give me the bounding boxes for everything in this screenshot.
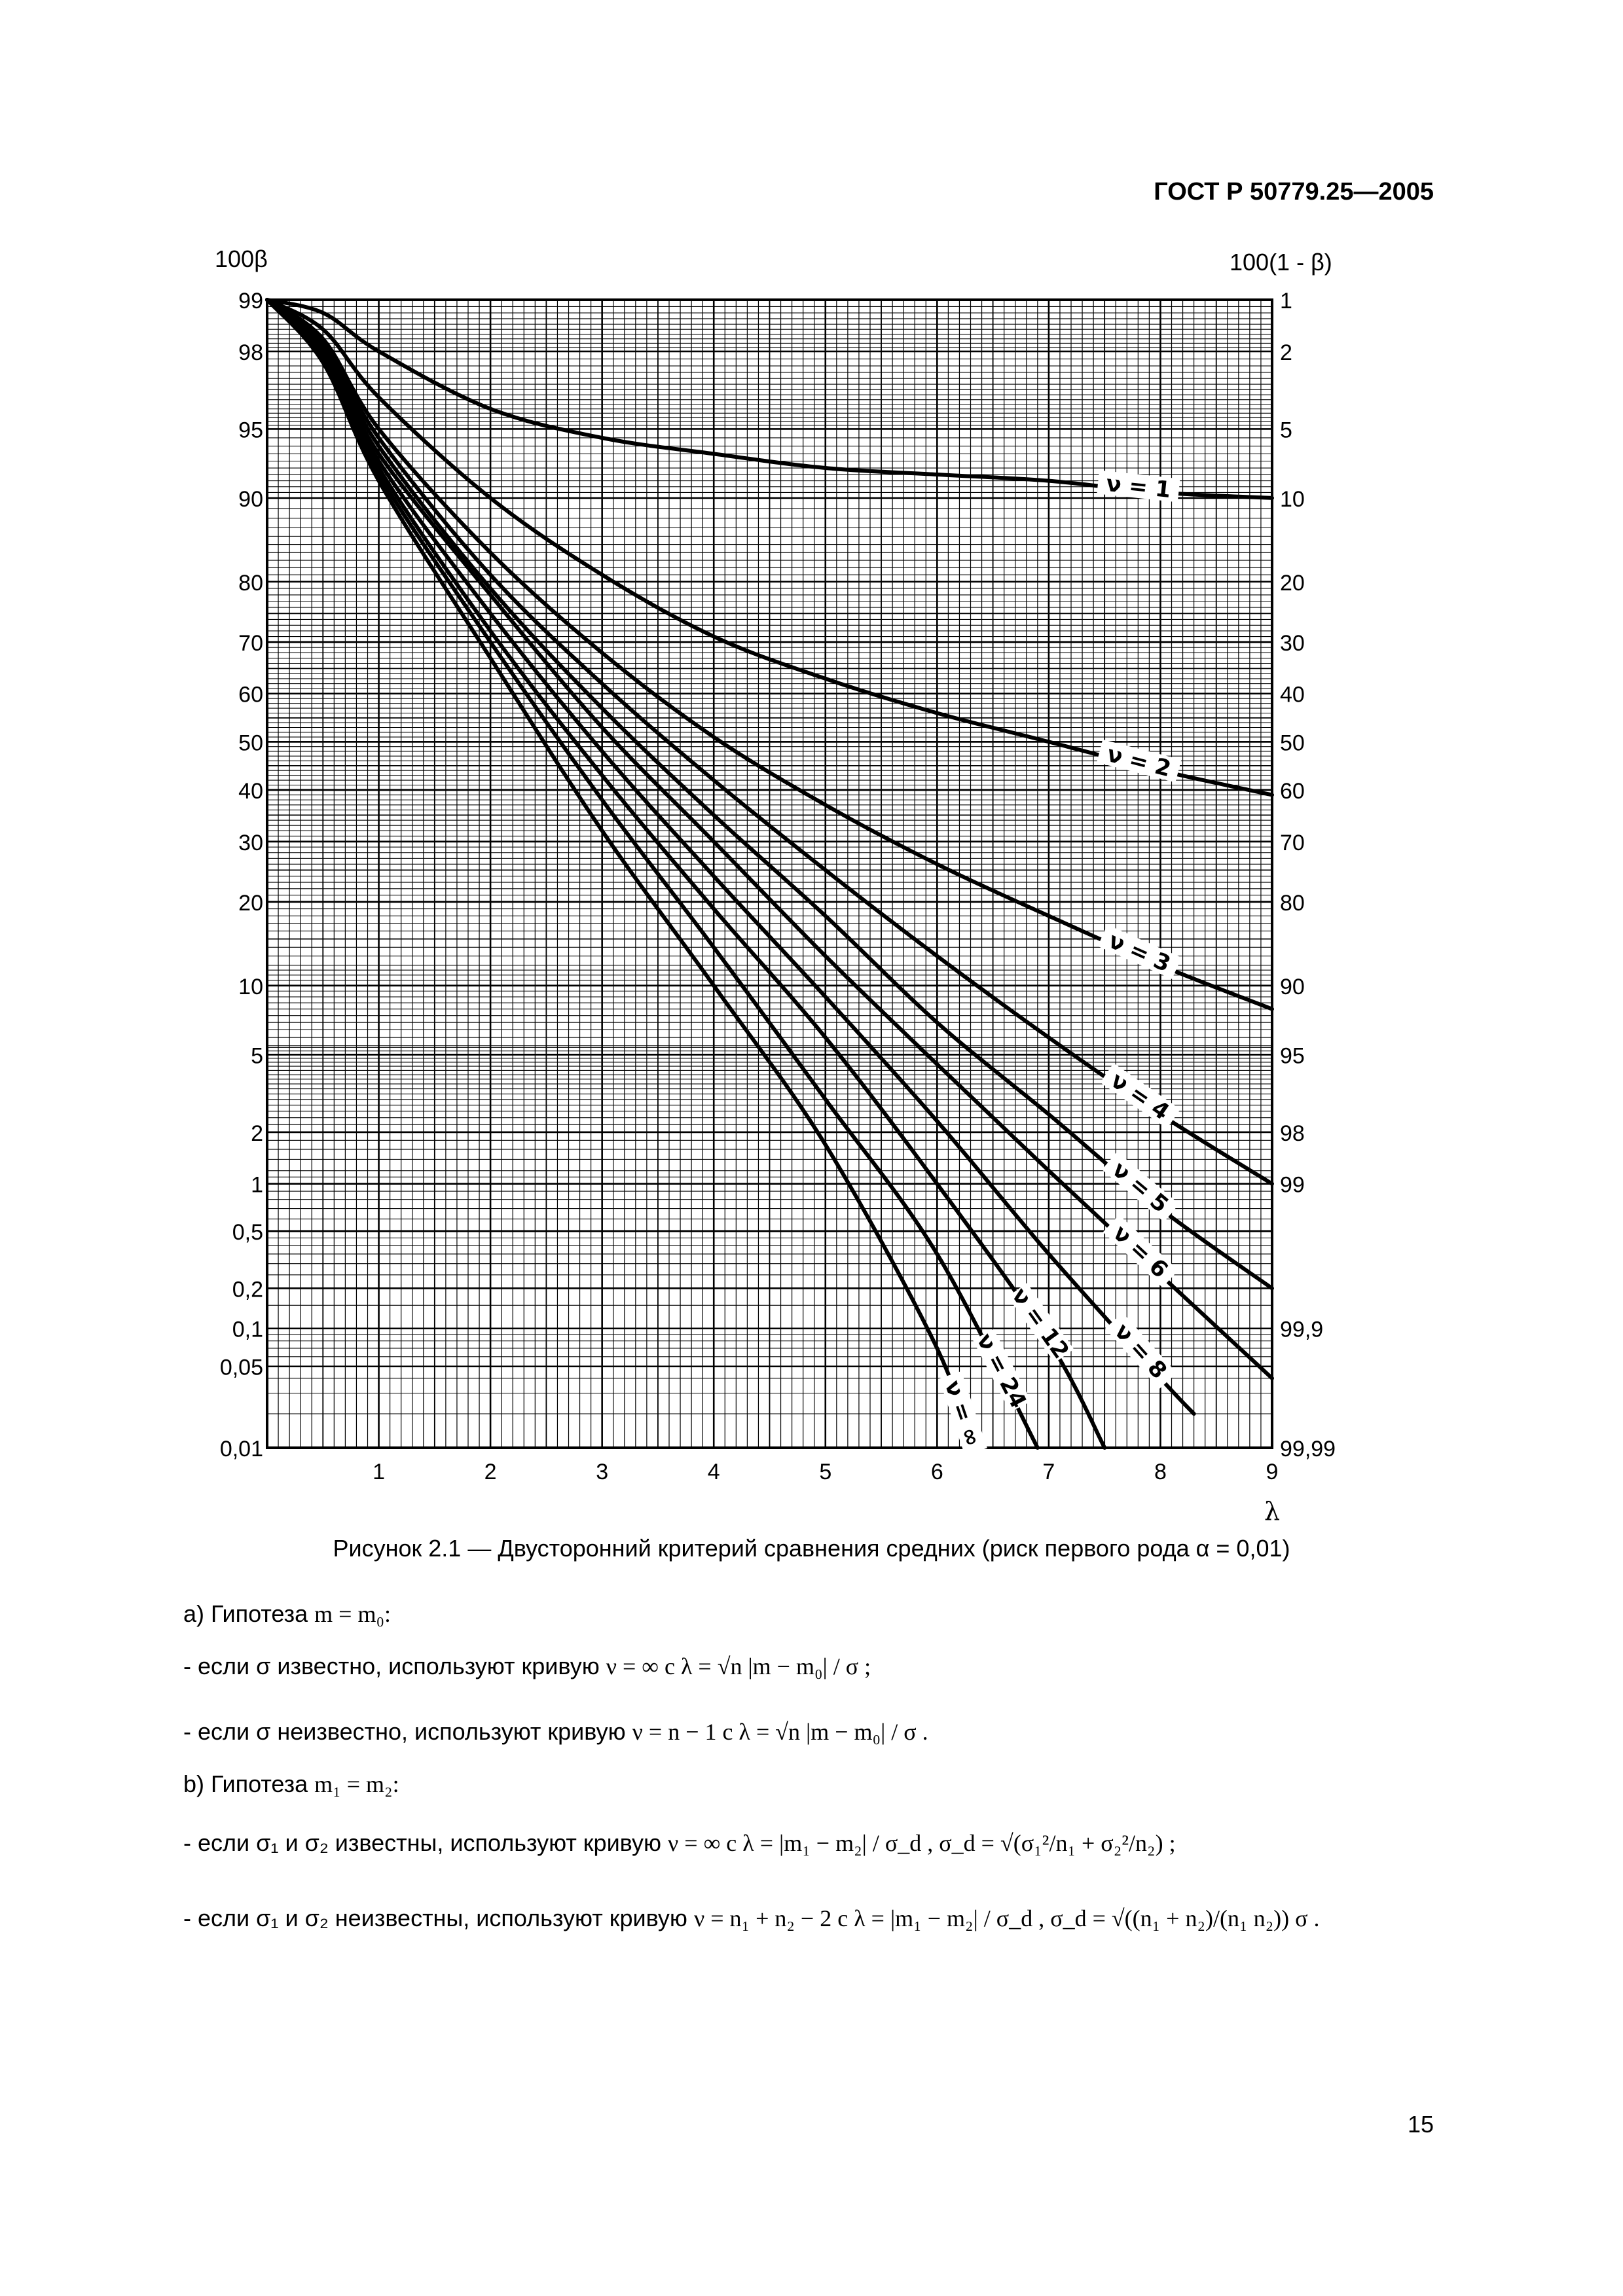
series-label-group [1101,1151,1180,1224]
y-right-tick-label: 60 [1280,778,1305,804]
y-left-tick-label: 90 [238,486,263,512]
y-right-tick-label: 40 [1280,682,1305,708]
series-label-group [1006,1283,1074,1364]
series-label: ν = 6 [1107,1219,1173,1283]
y-right-tick-label: 70 [1280,830,1305,855]
hyp-a-line1-prefix: - если σ известно, используют кривую [183,1653,606,1679]
y-right-axis-title: 100(1 - β) [1230,249,1332,276]
y-left-tick-label: 70 [238,630,263,656]
x-tick-label: 7 [1042,1460,1055,1484]
x-axis-title: λ [1264,1497,1281,1525]
y-left-tick-label: 0,05 [219,1355,263,1380]
y-right-tick-label: 30 [1280,630,1305,656]
y-right-tick-label: 99,9 [1280,1317,1324,1342]
y-right-tick-label: 80 [1280,890,1305,916]
series-label: ν = 5 [1106,1156,1174,1219]
hyp-a-title-formula: m = m₀: [314,1601,392,1627]
hyp-b-line1-formula: ν = ∞ с λ = |m₁ − m₂| / σ_d , σ_d = √(σ₁²/n₁ + σ₂²/n₂) ; [668,1830,1176,1856]
y-left-tick-label: 95 [238,418,263,443]
y-left-tick-label: 1 [251,1172,263,1198]
x-tick-label: 4 [707,1460,720,1484]
hyp-a-line2-formula: ν = n − 1 с λ = √n |m − m₀| / σ . [632,1719,928,1745]
x-tick-label: 6 [930,1460,943,1484]
series-label: ν = 8 [1109,1318,1172,1384]
y-right-tick-label: 99,99 [1280,1437,1336,1462]
series-label: ν = 1 [1104,470,1173,503]
hyp-b-title-formula: m₁ = m₂: [314,1771,399,1797]
series-label: ν = 24 [971,1329,1032,1413]
y-right-tick-label: 1 [1280,289,1292,314]
x-tick-label: 2 [484,1460,497,1484]
series-label-group [1099,1062,1181,1130]
series-label: ν = 3 [1104,927,1175,978]
y-right-tick-label: 50 [1280,730,1305,756]
series-label: ν = 2 [1104,740,1174,783]
y-left-tick-label: 80 [238,570,263,596]
y-right-tick-label: 20 [1280,570,1305,596]
hyp-b-line1 [183,1829,1176,1857]
series-label-group [971,1329,1032,1412]
y-left-axis-title: 100β [215,245,268,272]
y-left-tick-label: 10 [238,974,263,999]
x-tick-label: 9 [1266,1460,1279,1484]
hyp-b-line2-formula: ν = n₁ + n₂ − 2 с λ = |m₁ − m₂| / σ_d , σ_d = √((n₁ + n₂)/(n₁ n₂)) σ . [693,1905,1320,1931]
x-tick-label: 3 [596,1460,609,1484]
y-right-tick-label: 90 [1280,974,1305,999]
hyp-b-title [183,1770,399,1798]
hyp-a-line1-formula: ν = ∞ с λ = √n |m − m₀| / σ ; [606,1653,871,1679]
series-label: ν = 4 [1106,1067,1175,1126]
y-right-tick-label: 99 [1280,1172,1305,1198]
hyp-a-title [183,1600,391,1628]
series-label: ν = ∞ [939,1377,986,1450]
series-label: ν = 12 [1006,1283,1074,1364]
x-tick-label: 1 [373,1460,386,1484]
y-left-tick-label: 99 [238,289,263,314]
hyp-b-line1-prefix: - если σ₁ и σ₂ известны, используют кривую [183,1829,668,1856]
y-right-tick-label: 5 [1280,418,1292,443]
chart-series-labels [937,470,1182,1456]
figure-caption: Рисунок 2.1 — Двусторонний критерий сравнения средних (риск первого рода α = 0,01) [333,1535,1290,1562]
document-header: ГОСТ Р 50779.25—2005 [1154,178,1434,206]
y-left-tick-label: 30 [238,830,263,855]
hyp-a-line1 [183,1653,871,1680]
hyp-b-line2-prefix: - если σ₁ и σ₂ неизвестны, используют кривую [183,1905,694,1931]
x-tick-label: 8 [1154,1460,1167,1484]
y-left-tick-label: 0,1 [232,1317,263,1342]
y-left-tick-label: 0,01 [219,1437,263,1462]
y-left-tick-label: 98 [238,340,263,365]
y-left-tick-label: 0,5 [232,1219,263,1245]
y-right-tick-label: 10 [1280,486,1305,512]
hyp-a-line2 [183,1718,928,1746]
hyp-b-line2 [183,1905,1320,1932]
y-left-tick-label: 40 [238,778,263,804]
y-left-tick-label: 50 [238,730,263,756]
y-right-tick-label: 98 [1280,1121,1305,1146]
series-label-group [1102,1214,1179,1289]
hyp-b-title-prefix: b) Гипотеза [183,1770,315,1797]
y-left-tick-label: 60 [238,682,263,708]
x-tick-label: 5 [819,1460,832,1484]
hyp-a-line2-prefix: - если σ неизвестно, используют кривую [183,1718,632,1745]
chart-ticks [215,245,1336,1525]
series-label-group [1097,739,1182,785]
page-number: 15 [1407,2111,1434,2138]
y-right-tick-label: 2 [1280,340,1292,365]
y-left-tick-label: 0,2 [232,1277,263,1302]
y-right-tick-label: 95 [1280,1043,1305,1069]
series-label-group [1097,924,1182,981]
y-left-tick-label: 20 [238,890,263,916]
y-left-tick-label: 2 [251,1121,263,1146]
hyp-a-title-prefix: a) Гипотеза [183,1600,315,1627]
y-left-tick-label: 5 [251,1043,263,1069]
